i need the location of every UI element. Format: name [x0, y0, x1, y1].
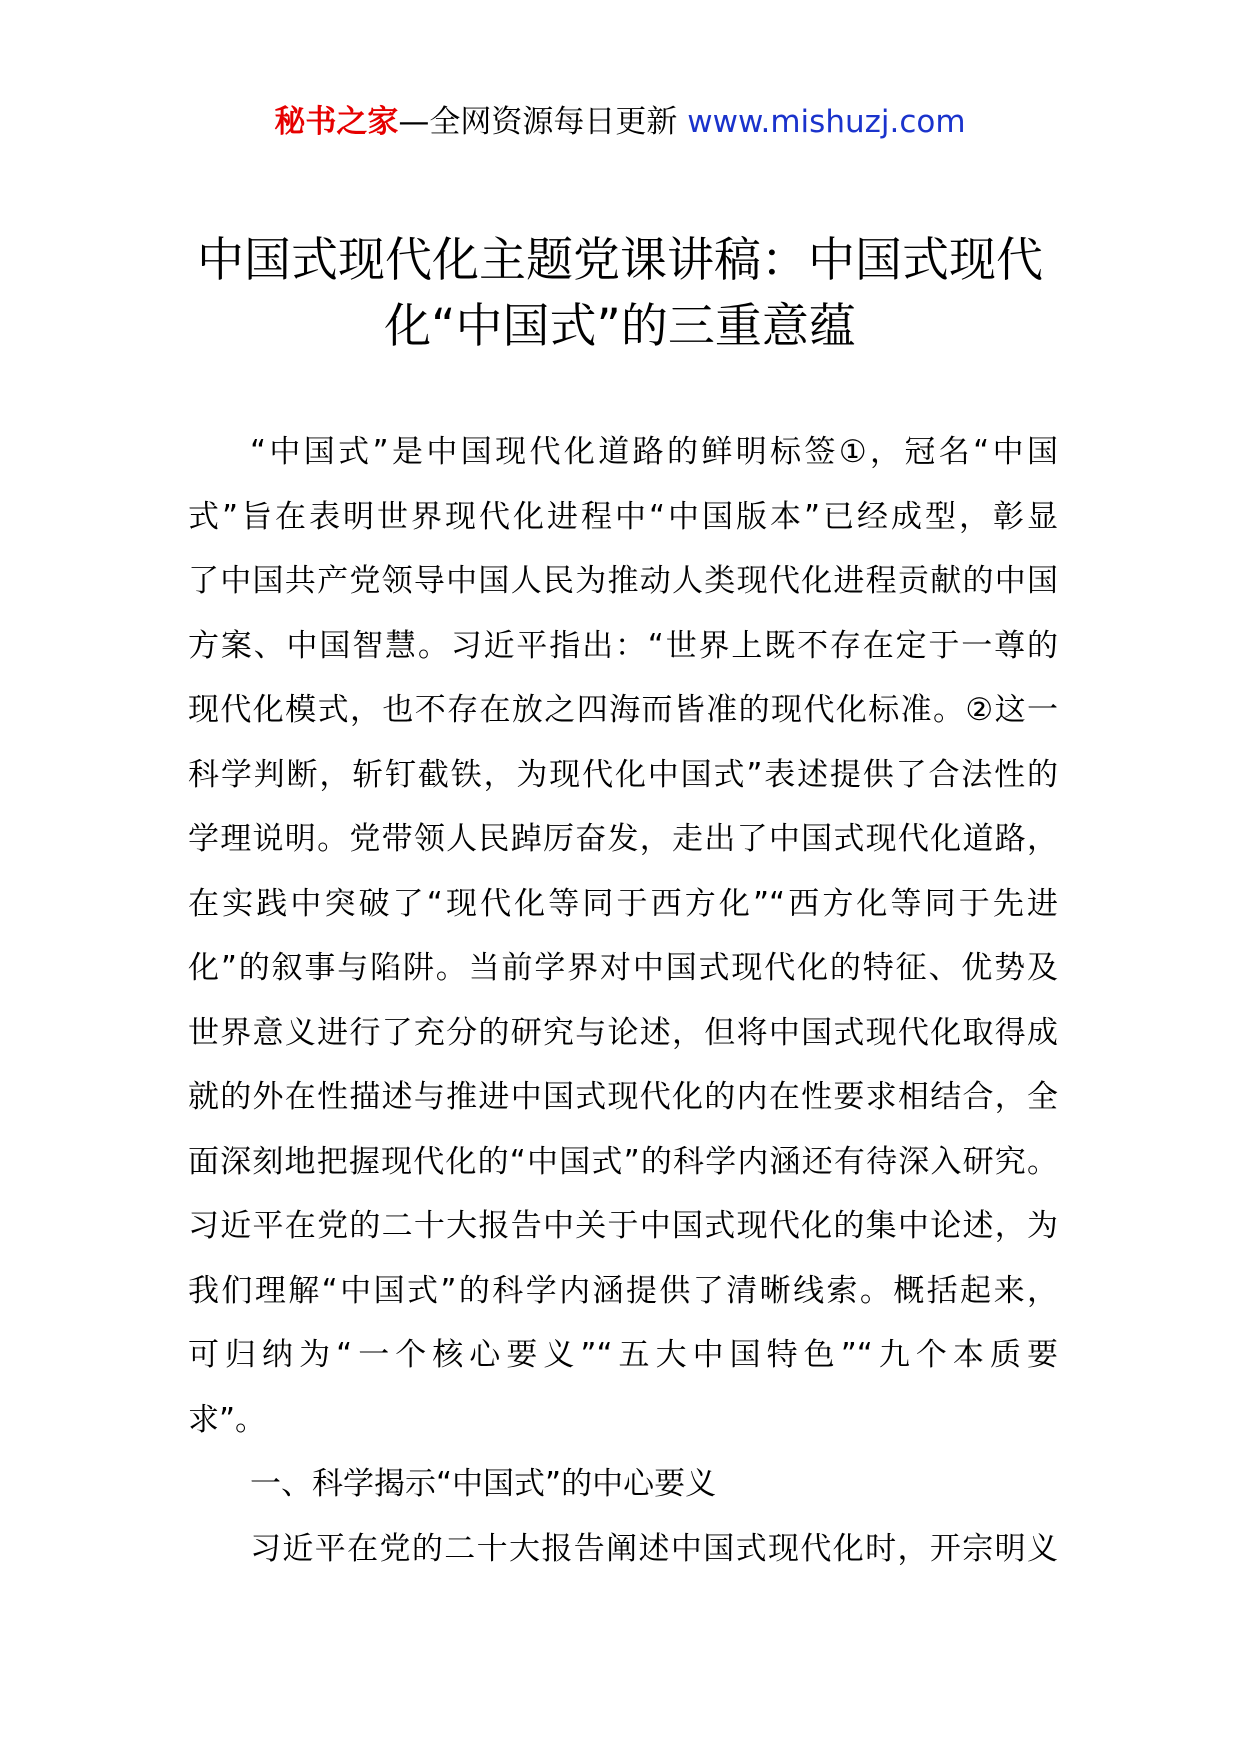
body-line: 就的外在性描述与推进中国式现代化的内在性要求相结合，全 [188, 1079, 1058, 1115]
body-line: 了中国共产党领导中国人民为推动人类现代化进程贡献的中国 [188, 563, 1058, 599]
body-line: 可归纳为“一个核心要义”“五大中国特色”“九个本质要 [188, 1337, 1058, 1373]
site-brand: 秘书之家 [274, 104, 399, 140]
document-title [150, 228, 1090, 360]
body-line: “中国式”是中国现代化道路的鲜明标签①，冠名“中国 [250, 434, 1058, 470]
site-header [0, 100, 1240, 144]
body-line: 习近平在党的二十大报告阐述中国式现代化时，开宗明义 [250, 1530, 1058, 1567]
body-line: 现代化模式，也不存在放之四海而皆准的现代化标准。②这一 [188, 692, 1058, 728]
body-line: 式”旨在表明世界现代化进程中“中国版本”已经成型，彰显 [188, 498, 1058, 535]
body-line: 我们理解“中国式”的科学内涵提供了清晰线索。概括起来， [188, 1272, 1058, 1309]
body-line: 面深刻地把握现代化的“中国式”的科学内涵还有待深入研究。 [188, 1143, 1058, 1180]
title-line-1: 中国式现代化主题党课讲稿：中国式现代 [197, 233, 1043, 288]
site-url-link[interactable]: www.mishuzj.com [687, 104, 966, 140]
section-heading: 一、科学揭示“中国式”的中心要义 [250, 1466, 717, 1502]
body-line: 在实践中突破了“现代化等同于西方化”“西方化等同于先进 [188, 885, 1058, 922]
body-line: 习近平在党的二十大报告中关于中国式现代化的集中论述，为 [188, 1208, 1058, 1244]
document-body [188, 420, 1058, 1581]
body-line: 世界意义进行了充分的研究与论述，但将中国式现代化取得成 [188, 1014, 1058, 1051]
body-line: 求”。 [188, 1401, 267, 1438]
body-line: 化”的叙事与陷阱。当前学界对中国式现代化的特征、优势及 [188, 950, 1058, 986]
site-slogan: —全网资源每日更新 [398, 104, 688, 140]
title-line-2: 化“中国式”的三重意蕴 [384, 299, 856, 354]
body-line: 方案、中国智慧。习近平指出：“世界上既不存在定于一尊的 [188, 627, 1058, 664]
body-line: 学理说明。党带领人民踔厉奋发，走出了中国式现代化道路， [188, 821, 1058, 857]
body-line: 科学判断，斩钉截铁，为现代化中国式”表述提供了合法性的 [188, 756, 1058, 793]
